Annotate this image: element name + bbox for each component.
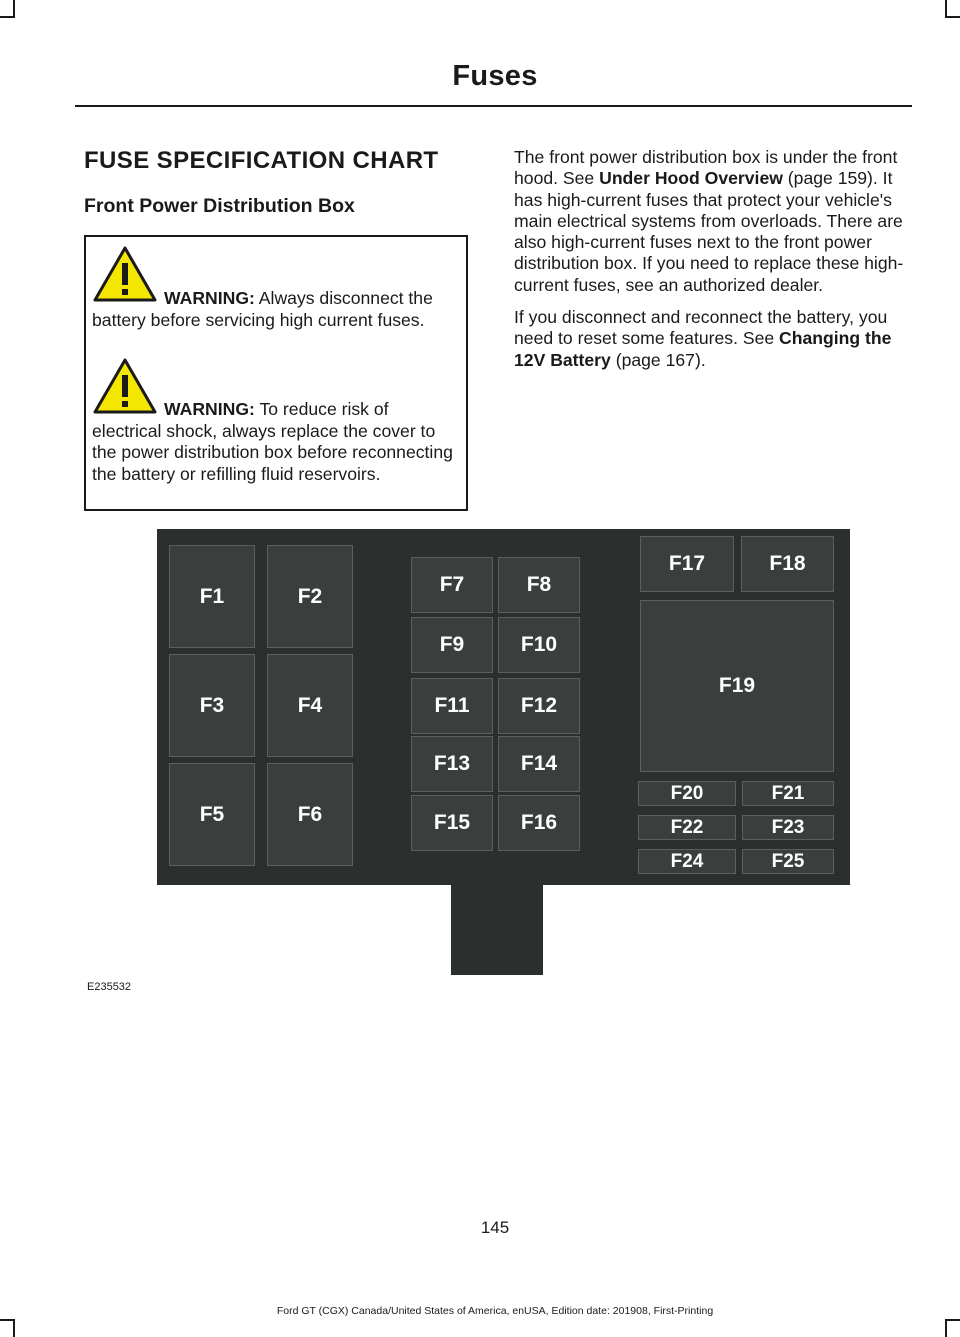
fuse-f18: F18 (741, 536, 834, 592)
warning-message: To reduce risk of electrical shock, always replace the cover to the power distribution box before reconnecting the battery or refilling fluid reservoirs. (92, 399, 453, 484)
fuse-f4: F4 (267, 654, 353, 757)
fuse-f24: F24 (638, 849, 736, 874)
warning-text-1 (92, 288, 462, 331)
fuse-f23: F23 (742, 815, 834, 840)
body-text (514, 147, 912, 382)
section-title: FUSE SPECIFICATION CHART (84, 147, 439, 174)
fuse-f22: F22 (638, 815, 736, 840)
fuse-f10: F10 (498, 617, 580, 673)
warning-label: WARNING: (164, 288, 255, 308)
cross-reference-link[interactable]: Under Hood Overview (599, 168, 783, 189)
fuse-f7: F7 (411, 557, 493, 613)
crop-mark (0, 16, 15, 18)
warning-box (84, 235, 468, 511)
paragraph: The front power distribution box is under the front hood. See Under Hood Overview (page 159). It has high-current fuses that protect your vehicle's main electrical systems from overloads. There are also high-current fuses next to the front power distribution box. If you need to replace these high-current fuses, see an authorized dealer. (514, 147, 904, 295)
fuse-f6: F6 (267, 763, 353, 866)
fuse-box-diagram (157, 529, 850, 885)
fuse-f20: F20 (638, 781, 736, 806)
fuse-f21: F21 (742, 781, 834, 806)
fuse-f2: F2 (267, 545, 353, 648)
fuse-f14: F14 (498, 736, 580, 792)
fuse-f8: F8 (498, 557, 580, 613)
fuse-f15: F15 (411, 795, 493, 851)
fuse-f19: F19 (640, 600, 834, 772)
fuse-f16: F16 (498, 795, 580, 851)
crop-mark (945, 1319, 947, 1337)
header-divider (75, 105, 912, 107)
page-number: 145 (480, 1218, 510, 1237)
crop-mark (945, 16, 960, 18)
footer-text: Ford GT (CGX) Canada/United States of America, enUSA, Edition date: 201908, First-Printing (276, 1305, 714, 1317)
fuse-f25: F25 (742, 849, 834, 874)
warning-label: WARNING: (164, 399, 255, 419)
paragraph: If you disconnect and reconnect the battery, you need to reset some features. See Changing the 12V Battery (page 167). (514, 307, 892, 370)
fuse-box-connector (451, 884, 543, 975)
crop-mark (13, 1319, 15, 1337)
fuse-f9: F9 (411, 617, 493, 673)
warning-text-2 (92, 399, 462, 485)
fuse-f12: F12 (498, 678, 580, 734)
fuse-f11: F11 (411, 678, 493, 734)
fuse-f5: F5 (169, 763, 255, 866)
crop-mark (0, 1319, 15, 1321)
image-id: E235532 (87, 981, 132, 993)
crop-mark (945, 1319, 960, 1321)
fuse-f17: F17 (640, 536, 734, 592)
subsection-title: Front Power Distribution Box (84, 195, 355, 217)
page-header-title: Fuses (452, 60, 538, 92)
cross-reference-link[interactable]: Changing the 12V Battery (514, 328, 892, 370)
fuse-f13: F13 (411, 736, 493, 792)
warning-message: Always disconnect the battery before servicing high current fuses. (92, 288, 433, 330)
fuse-f3: F3 (169, 654, 255, 757)
fuse-f1: F1 (169, 545, 255, 648)
